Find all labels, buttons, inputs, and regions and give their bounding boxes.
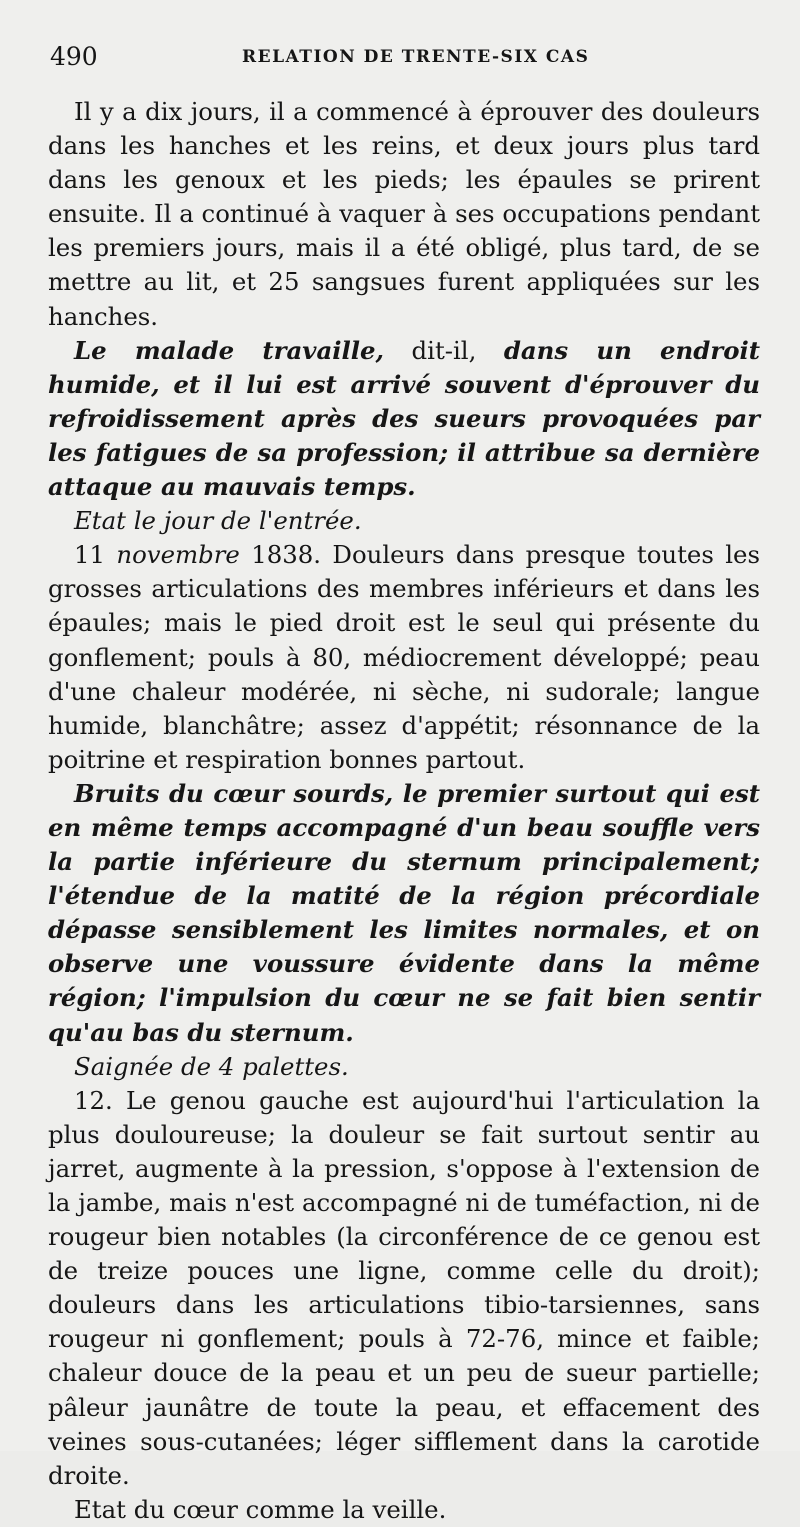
entry-text: 1838. Douleurs dans presque toutes les grosses articulations des membres inférieurs et dans les épaules; mais le pied droit est le seul qui présente du gonflement; pouls à 80, médiocrement développé; peau d'une chaleur modérée, ni sèche, ni sudorale; langue humide, blanchâtre; assez d'appétit; résonnance de la poitrine et respiration bonnes partout. xyxy=(48,540,760,774)
plain-phrase: dit-il, xyxy=(384,335,504,365)
paragraph-heart-sounds: Bruits du cœur sourds, le premier surtout qui est en même temps accompagné d'un beau souffle vers la partie inférieure du sternum principalement; l'étendue de la matité de la région précordiale dépasse sensiblement les limites normales, et on observe une voussure évidente dans la même région; l'impulsion du cœur ne se fait bien sentir qu'au bas du sternum. xyxy=(48,778,760,1047)
paragraph-day-12: 12. Le genou gauche est aujourd'hui l'articulation la plus douloureuse; la douleur se fait surtout sentir au jarret, augmente à la pression, s'oppose à l'extension de la jambe, mais n'est accompagné ni de tuméfaction, ni de rougeur bien notables (la circonférence de ce genou est de treize pouces une ligne, comme celle du droit); douleurs dans les articulations tibio-tarsiennes, sans rougeur ni gonflement; pouls à 72-76, mince et faible; chaleur douce de la peau et un peu de sueur partielle; pâleur jaunâtre de toute la peau, et effacement des veines sous-cutanées; léger sifflement dans la carotide droite. xyxy=(48,1085,760,1490)
running-title: RELATION DE TRENTE-SIX CAS xyxy=(242,47,590,67)
page-header xyxy=(50,42,750,78)
paragraph-nov-11 xyxy=(48,538,760,777)
paragraph-patient-statement xyxy=(48,334,760,504)
section-heading-entry-state: Etat le jour de l'entrée. xyxy=(74,506,362,536)
paragraph-heart-state: Etat du cœur comme la veille. xyxy=(74,1494,447,1524)
italic-phrase: Le malade travaille, xyxy=(74,335,385,365)
page-number: 490 xyxy=(50,42,98,71)
entry-month: novembre xyxy=(116,540,240,570)
paragraph-history: Il y a dix jours, il a commencé à éprouver des douleurs dans les hanches et les reins, et deux jours plus tard dans les genoux et les pieds; les épaules se prirent ensuite. Il a continué à vaquer à ses occupations pendant les premiers jours, mais il a été obligé, plus tard, de se mettre au lit, et 25 sangsues furent appliquées sur les hanches. xyxy=(48,97,760,331)
entry-day: 11 xyxy=(74,540,117,570)
text-body xyxy=(48,95,760,1527)
italic-phrase: dans un endroit humide, et il lui est arrivé souvent d'éprouver du refroidissement après des sueurs provoquées par les fatigues de sa profession; il attribue sa dernière attaque au mauvais temps. xyxy=(48,335,760,502)
paragraph-bleeding: Saignée de 4 palettes. xyxy=(74,1051,349,1081)
